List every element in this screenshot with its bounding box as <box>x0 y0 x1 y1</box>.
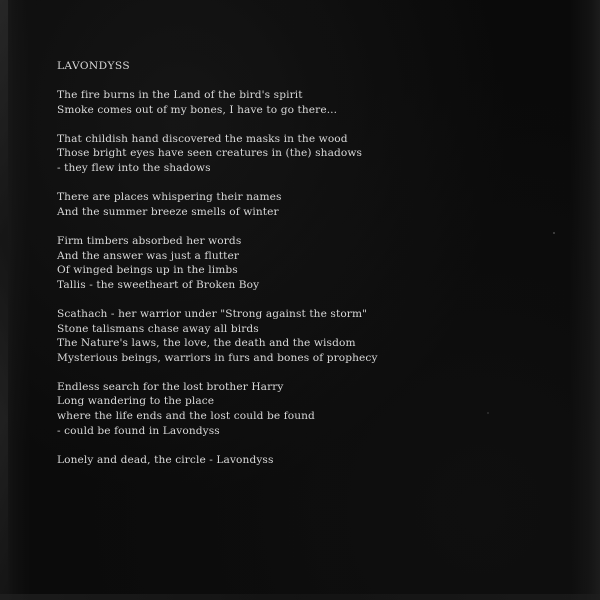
poem-line: There are places whispering their names <box>57 191 282 204</box>
poem-line: Those bright eyes have seen creatures in (the) shadows <box>57 147 363 160</box>
poem-line: Tallis - the sweetheart of Broken Boy <box>57 278 260 291</box>
poem-text-block <box>57 58 577 482</box>
poem-line: Of winged beings up in the limbs <box>57 264 238 277</box>
stanza-2 <box>57 132 577 176</box>
stanza-5 <box>57 307 577 365</box>
poem-line: Scathach - her warrior under "Strong against the storm" <box>57 307 368 320</box>
poem-line: And the summer breeze smells of winter <box>57 205 279 218</box>
stanza-6 <box>57 380 577 438</box>
poem-line: Stone talismans chase away all birds <box>57 322 259 335</box>
poem-line: Smoke comes out of my bones, I have to go there... <box>57 103 338 116</box>
poem-line: Lonely and dead, the circle - Lavondyss <box>57 453 274 466</box>
stanza-4 <box>57 234 577 292</box>
stanza-7 <box>57 453 577 468</box>
poem-line: Long wandering to the place <box>57 395 215 408</box>
page-bottom-edge <box>0 594 600 600</box>
poem-line: - they flew into the shadows <box>57 161 211 174</box>
poem-line: That childish hand discovered the masks in the wood <box>57 132 348 145</box>
page-left-edge <box>0 0 8 600</box>
stanza-3 <box>57 190 577 219</box>
poem-line: Endless search for the lost brother Harry <box>57 380 284 393</box>
poem-title: LAVONDYSS <box>57 60 130 72</box>
poem-line: The fire burns in the Land of the bird's spirit <box>57 89 303 101</box>
poem-line: - could be found in Lavondyss <box>57 424 220 437</box>
poem-line: where the life ends and the lost could be found <box>57 410 315 423</box>
poem-line: The Nature's laws, the love, the death and the wisdom <box>57 337 356 350</box>
poem-line: Firm timbers absorbed her words <box>57 234 242 247</box>
poem-line: And the answer was just a flutter <box>57 249 240 262</box>
poem-line: Mysterious beings, warriors in furs and bones of prophecy <box>57 351 378 364</box>
stanza-1 <box>57 88 577 117</box>
